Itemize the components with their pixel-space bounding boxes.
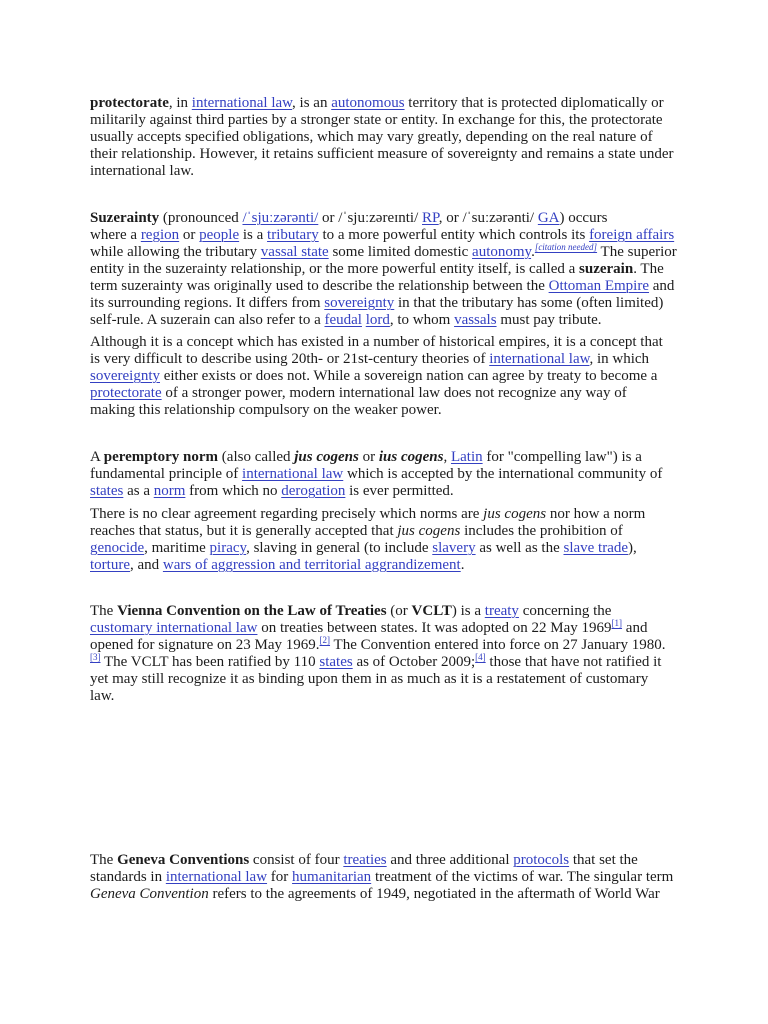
text-line — [90, 869, 730, 886]
reference-3-link[interactable]: [3] — [90, 652, 101, 662]
text-run: treatment of the victims of war. The singular term — [371, 869, 674, 885]
feudal-link[interactable]: feudal — [324, 312, 362, 328]
text-run: ) is a — [451, 603, 485, 619]
text-run: (pronounced — [159, 210, 243, 226]
text-line — [90, 540, 730, 557]
text-line — [90, 402, 730, 419]
international-law-link[interactable]: international law — [242, 466, 344, 482]
paragraph-vienna-convention — [90, 603, 730, 705]
text-run: includes the prohibition of — [460, 523, 623, 539]
text-line — [90, 466, 730, 483]
text-run: and three additional — [386, 852, 514, 868]
text-run: territory that is protected diplomatically or — [404, 95, 664, 111]
text-run: , and — [129, 557, 163, 573]
text-run: The — [90, 603, 118, 619]
vassal-state-link[interactable]: vassal state — [260, 244, 329, 260]
states-link[interactable]: states — [90, 483, 124, 499]
text-run: consist of four — [249, 852, 344, 868]
text-run: ) occurs — [559, 210, 608, 226]
text-line — [90, 278, 730, 295]
text-run: and — [622, 620, 648, 636]
protocols-link[interactable]: protocols — [513, 852, 570, 868]
text-line — [90, 483, 730, 500]
sovereignty-link[interactable]: sovereignty — [90, 368, 160, 384]
reference-1-link[interactable]: [1] — [611, 618, 623, 628]
text-line — [90, 620, 730, 637]
bold-term: VCLT — [411, 603, 452, 619]
bold-term: suzerain — [579, 261, 634, 277]
text-run: entity in the suzerainty relationship, or the more powerful entity itself, is called a — [90, 261, 580, 277]
bold-term: Geneva Conventions — [117, 852, 250, 868]
text-run: nor how a norm — [546, 506, 646, 522]
text-run: must pay tribute. — [496, 312, 602, 328]
text-line — [90, 312, 730, 329]
text-run: A — [90, 449, 104, 465]
text-run: refers to the agreements of 1949, negotiated in the aftermath of World War — [208, 886, 660, 902]
text-run: yet may still recognize it as binding upon them in as much as it is a restatement of customary — [90, 671, 649, 687]
text-run: , is an — [292, 95, 332, 111]
tributary-link[interactable]: tributary — [267, 227, 319, 243]
text-line — [90, 163, 730, 180]
norm-link[interactable]: norm — [153, 483, 186, 499]
text-line — [90, 368, 730, 385]
bold-term: Vienna Convention on the Law of Treaties — [117, 603, 387, 619]
text-run: concerning the — [518, 603, 612, 619]
text-line — [90, 146, 730, 163]
people-link[interactable]: people — [199, 227, 240, 243]
text-run: for "compelling law") is a — [482, 449, 642, 465]
autonomy-link[interactable]: autonomy — [472, 244, 532, 260]
text-line — [90, 95, 730, 112]
text-run: that set the — [569, 852, 638, 868]
italic-term: jus cogens — [483, 506, 547, 522]
text-run: their relationship. However, it retains sufficient measure of sovereignty and remains a state under — [90, 146, 674, 162]
international-law-link[interactable]: international law — [489, 351, 590, 367]
text-run: , in — [168, 95, 192, 111]
text-run: . The — [633, 261, 664, 277]
text-run: opened for signature on 23 May 1969. — [90, 637, 320, 653]
text-run: its surrounding regions. It differs from — [90, 295, 325, 311]
text-run: , or /ˈsuːzərənti/ — [438, 210, 538, 226]
text-run: as of October 2009; — [352, 654, 476, 670]
torture-link[interactable]: torture — [90, 557, 130, 573]
paragraph-suzerainty-history — [90, 334, 730, 419]
text-run: term suzerainty was originally used to describe the relationship between the — [90, 278, 549, 294]
pronunciation-link[interactable]: /ˈsjuːzərənti/ — [242, 210, 319, 226]
paragraph-suzerainty — [90, 210, 730, 329]
text-line — [90, 295, 730, 312]
text-run: There is no clear agreement regarding precisely which norms are — [90, 506, 484, 522]
vassals-link[interactable]: vassals — [454, 312, 497, 328]
citation-needed-link[interactable]: [citation needed] — [534, 242, 598, 252]
bold-italic-term: jus cogens — [294, 449, 359, 465]
text-run: (or — [386, 603, 412, 619]
text-run: on treaties between states. It was adopted on 22 May 1969 — [257, 620, 612, 636]
slavery-link[interactable]: slavery — [432, 540, 476, 556]
text-line — [90, 244, 730, 261]
text-line — [90, 523, 730, 540]
paragraph-protectorate — [90, 95, 730, 180]
text-run: , maritime — [144, 540, 210, 556]
lord-link[interactable]: lord — [365, 312, 390, 328]
text-run: and — [649, 278, 675, 294]
text-run: . — [460, 557, 465, 573]
text-run: militarily against third parties by a stronger state or entity. In exchange for this, the protectorate — [90, 112, 663, 128]
treaty-link[interactable]: treaty — [484, 603, 519, 619]
customary-international-law-link[interactable]: customary international law — [90, 620, 258, 636]
text-line — [90, 449, 730, 466]
text-line — [90, 603, 730, 620]
text-line — [90, 654, 730, 671]
text-line — [90, 112, 730, 129]
text-line — [90, 210, 730, 227]
italic-term: Geneva Convention — [90, 886, 209, 902]
text-run: reaches that status, but it is generally accepted that — [90, 523, 398, 539]
text-run: while allowing the tributary — [90, 244, 261, 260]
text-run: self-rule. A suzerain can also refer to a — [90, 312, 325, 328]
text-line — [90, 351, 730, 368]
humanitarian-link[interactable]: humanitarian — [292, 869, 372, 885]
derogation-link[interactable]: derogation — [281, 483, 346, 499]
text-run: which is accepted by the international community of — [343, 466, 663, 482]
text-run: those that have not ratified it — [485, 654, 662, 670]
bold-term: peremptory norm — [103, 449, 219, 465]
bold-term: protectorate — [90, 95, 169, 111]
text-line — [90, 334, 730, 351]
text-run: for — [267, 869, 293, 885]
text-line — [90, 671, 730, 688]
text-run: to a more powerful entity which controls its — [318, 227, 590, 243]
text-run: The VCLT has been ratified by 110 — [100, 654, 320, 670]
foreign-affairs-link[interactable]: foreign affairs — [589, 227, 675, 243]
treaties-link[interactable]: treaties — [343, 852, 387, 868]
text-run: law. — [90, 688, 115, 704]
bold-term: Suzerainty — [90, 210, 160, 226]
genocide-link[interactable]: genocide — [90, 540, 145, 556]
text-line — [90, 886, 730, 903]
text-run: fundamental principle of — [90, 466, 243, 482]
text-line — [90, 227, 730, 244]
paragraph-jus-cogens-scope — [90, 506, 730, 574]
reference-4-link[interactable]: [4] — [475, 652, 486, 662]
slave-trade-link[interactable]: slave trade — [563, 540, 629, 556]
text-line — [90, 557, 730, 574]
autonomous-link[interactable]: autonomous — [331, 95, 405, 111]
text-line — [90, 637, 730, 654]
text-run: either exists or does not. While a sovereign nation can agree by treaty to become a — [159, 368, 658, 384]
text-run: or — [179, 227, 200, 243]
text-run: , slaving in general (to include — [246, 540, 433, 556]
text-run: , in which — [589, 351, 650, 367]
text-run: The superior — [597, 244, 677, 260]
text-line — [90, 688, 730, 705]
sovereignty-link[interactable]: sovereignty — [324, 295, 395, 311]
text-run: of a stronger power, modern international law does not recognize any way of — [161, 385, 627, 401]
wars-of-aggression-and-territorial-aggrandizement-link[interactable]: wars of aggression and territorial aggrandizement — [162, 557, 461, 573]
rp-link[interactable]: RP — [422, 210, 439, 226]
international-law-link[interactable]: international law — [165, 869, 268, 885]
text-line — [90, 261, 730, 278]
paragraph-geneva-conventions — [90, 852, 730, 903]
text-run: or /ˈsjuːzəreɪnti/ — [318, 210, 423, 226]
text-run: where a — [90, 227, 141, 243]
text-run: some limited domestic — [328, 244, 473, 260]
text-line — [90, 129, 730, 146]
text-line — [90, 506, 730, 523]
text-run: as a — [123, 483, 154, 499]
text-run: The Convention entered into force on 27 January 1980. — [330, 637, 666, 653]
text-run: making this relationship compulsory on the weaker power. — [90, 402, 442, 418]
text-run: is ever permitted. — [345, 483, 454, 499]
text-run: is very difficult to describe using 20th- or 21st-century theories of — [90, 351, 490, 367]
protectorate-link[interactable]: protectorate — [90, 385, 162, 401]
text-run: ), — [628, 540, 637, 556]
text-run: (also called — [218, 449, 295, 465]
italic-term: jus cogens — [397, 523, 461, 539]
text-run: standards in — [90, 869, 166, 885]
ottoman-empire-link[interactable]: Ottoman Empire — [548, 278, 650, 294]
piracy-link[interactable]: piracy — [209, 540, 247, 556]
reference-2-link[interactable]: [2] — [319, 635, 331, 645]
latin-link[interactable]: Latin — [450, 449, 483, 465]
text-run: Although it is a concept which has existed in a number of historical empires, it is a concept that — [90, 334, 663, 350]
text-run: as well as the — [475, 540, 564, 556]
text-run: is a — [239, 227, 268, 243]
bold-italic-term: ius cogens — [378, 449, 444, 465]
paragraph-peremptory-norm — [90, 449, 730, 500]
international-law-link[interactable]: international law — [191, 95, 293, 111]
text-run: or — [358, 449, 379, 465]
ga-link[interactable]: GA — [537, 210, 560, 226]
text-run: The — [90, 852, 118, 868]
region-link[interactable]: region — [140, 227, 180, 243]
text-run: , — [443, 449, 451, 465]
text-run: usually accepts specified obligations, which may vary greatly, depending on the real nature of — [90, 129, 653, 145]
text-run: from which no — [185, 483, 282, 499]
text-run: . — [531, 244, 535, 260]
text-line — [90, 852, 730, 869]
text-line — [90, 385, 730, 402]
text-run: , to whom — [389, 312, 455, 328]
text-run: international law. — [90, 163, 194, 179]
text-run: in that the tributary has some (often limited) — [394, 295, 664, 311]
states-link[interactable]: states — [319, 654, 353, 670]
